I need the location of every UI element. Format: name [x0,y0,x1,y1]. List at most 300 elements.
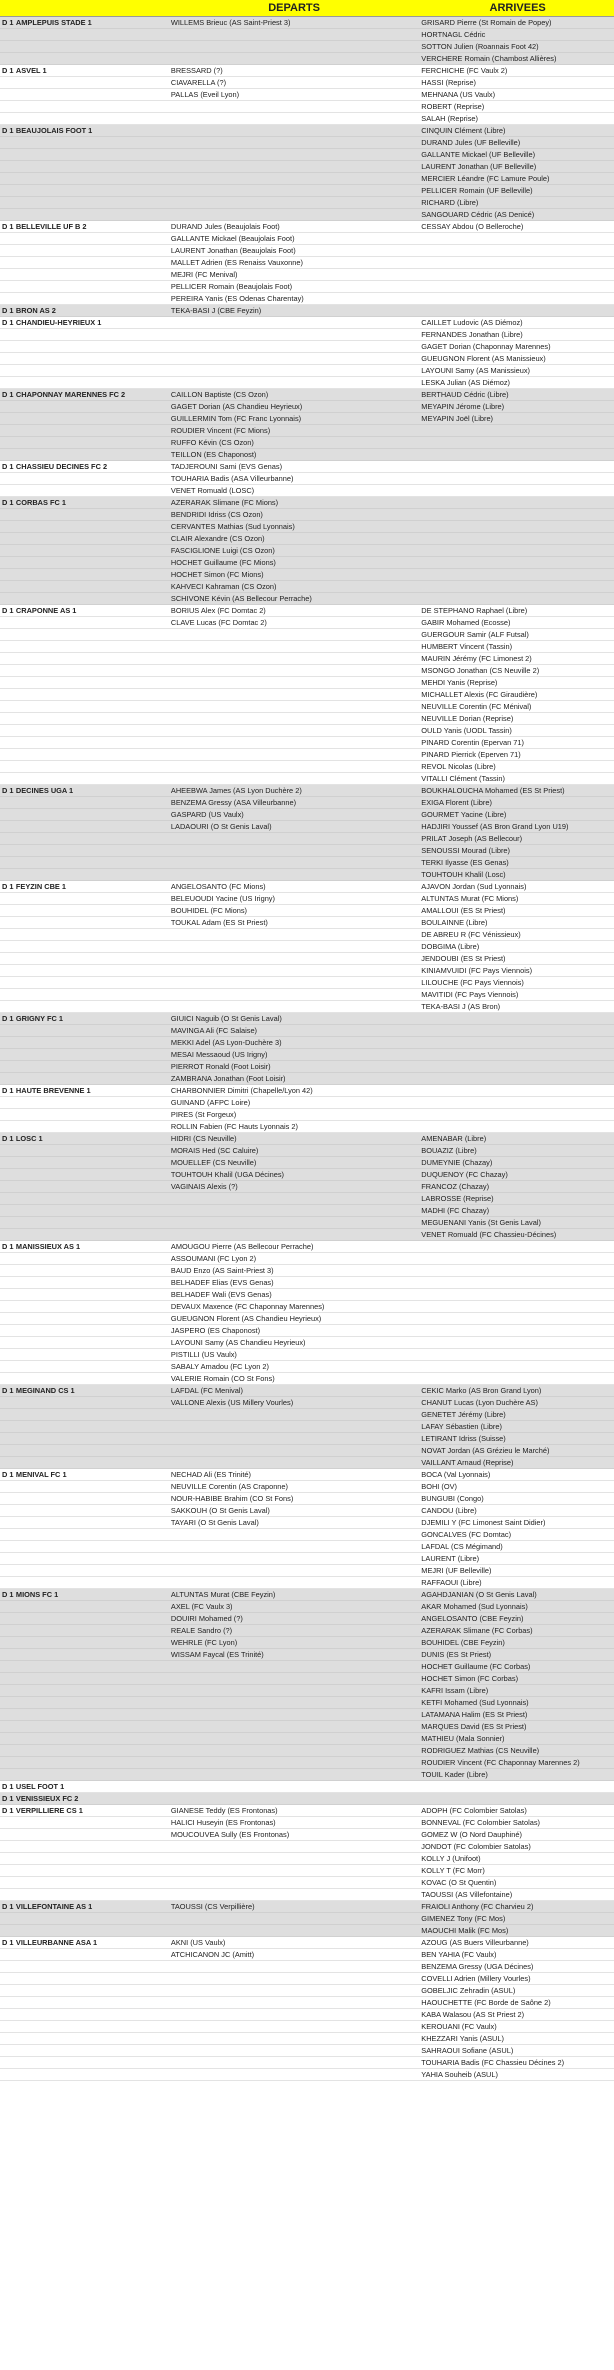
table-row [0,425,614,437]
header-level-cell [0,0,16,16]
table-row [0,281,614,293]
arrival-cell: FERCHICHE (FC Vaulx 2) [421,66,508,75]
division-cell [0,425,16,436]
arrival-cell: DUQUENOY (FC Chazay) [421,1170,508,1179]
table-row [0,941,614,953]
arrival-cell [417,1373,614,1384]
arrival-cell: GUEUGNON Florent (AS Manissieux) [421,354,546,363]
arrival-cell: DUMEYNIE (Chazay) [421,1158,493,1167]
table-row [0,1793,614,1805]
departure-cell: PIERROT Ronald (Foot Loisir) [170,1062,271,1071]
arrival-cell: NOVAT Jordan (AS Grézieu le Marché) [421,1446,550,1455]
arrival-cell: OULD Yanis (UODL Tassin) [421,726,512,735]
departure-cell [167,713,417,724]
table-row [0,1325,614,1337]
division-cell [0,905,16,916]
arrival-cell: LETIRANT Idriss (Suisse) [421,1434,506,1443]
division-cell [0,1493,16,1504]
table-row [0,137,614,149]
arrival-cell: GOURMET Yacine (Libre) [421,810,507,819]
division-cell [0,1193,16,1204]
arrival-cell: NEUVILLE Corentin (FC Ménival) [421,702,532,711]
club-name-cell [16,1745,167,1756]
arrival-cell [417,1325,614,1336]
club-block [0,461,614,497]
departure-cell: NEUVILLE Corentin (AS Craponne) [170,1482,288,1491]
table-row [0,1553,614,1565]
table-row [0,989,614,1001]
table-row [0,1073,614,1085]
division-cell [0,89,16,100]
departure-cell: CAILLON Baptiste (CS Ozon) [170,390,269,399]
club-block [0,1589,614,1781]
table-row [0,689,614,701]
table-row [0,1145,614,1157]
arrival-cell: LILOUCHE (FC Pays Viennois) [421,978,524,987]
division-cell: D 1 [2,498,14,507]
division-cell [0,713,16,724]
arrival-cell: CHANUT Lucas (Lyon Duchère AS) [421,1398,538,1407]
arrival-cell: DURAND Jules (UF Belleville) [421,138,521,147]
club-name-cell [16,1289,167,1300]
club-name-cell [16,1625,167,1636]
arrival-cell: HUMBERT Vincent (Tassin) [421,642,513,651]
arrival-cell: PINARD Pierrick (Eperven 71) [421,750,521,759]
division-cell [0,1829,16,1840]
departure-cell: GUILLERMIN Tom (FC Franc Lyonnais) [170,414,302,423]
table-row [0,653,614,665]
arrival-cell [417,1097,614,1108]
division-cell [0,257,16,268]
departure-cell: GASPARD (US Vaulx) [170,810,244,819]
club-name-cell [16,1037,167,1048]
arrival-cell: LAURENT (Libre) [421,1554,480,1563]
arrival-cell: HOCHET Simon (FC Corbas) [421,1674,519,1683]
table-row [0,65,614,77]
departure-cell [167,1745,417,1756]
arrival-cell: TEKA-BASI J (AS Bron) [421,1002,501,1011]
arrival-cell: MERCIER Léandre (FC Lamure Poule) [421,174,550,183]
departure-cell: AMOUGOU Pierre (AS Bellecour Perrache) [170,1242,314,1251]
club-name-cell [16,701,167,712]
club-name-cell [16,425,167,436]
table-row [0,233,614,245]
club-name-cell [16,1685,167,1696]
division-cell [0,1049,16,1060]
club-name-cell [16,293,167,304]
arrival-cell: DUNIS (ES St Priest) [421,1650,492,1659]
division-cell [0,1625,16,1636]
departure-cell: AXEL (FC Vaulx 3) [170,1602,233,1611]
division-cell [0,1889,16,1900]
table-row [0,485,614,497]
table-row [0,701,614,713]
table-row [0,1289,614,1301]
arrival-cell: BENZEMA Gressy (UGA Décines) [421,1962,534,1971]
division-cell [0,1157,16,1168]
arrival-cell: FERNANDES Jonathan (Libre) [421,330,523,339]
division-cell [0,1301,16,1312]
arrival-cell [417,305,614,316]
club-name-cell [16,977,167,988]
arrival-cell: ROBERT (Reprise) [421,102,485,111]
division-cell: D 1 [2,222,14,231]
arrival-cell: MSONGO Jonathan (CS Neuville 2) [421,666,540,675]
departure-cell [167,185,417,196]
table-row [0,1541,614,1553]
club-block [0,881,614,1013]
club-name-cell [16,893,167,904]
club-name-cell [16,941,167,952]
arrival-cell: TOUHTOUH Khalil (Losc) [421,870,506,879]
arrival-cell: AKAR Mohamed (Sud Lyonnais) [421,1602,528,1611]
arrival-cell: FRANCOZ (Chazay) [421,1182,490,1191]
division-cell [0,773,16,784]
table-row [0,1121,614,1133]
departure-cell: WEHRLE (FC Lyon) [170,1638,238,1647]
club-name-cell [16,29,167,40]
arrival-cell: KABA Walasou (AS St Priest 2) [421,2010,525,2019]
departure-cell: MEJRI (FC Menival) [170,270,238,279]
club-name-cell [16,653,167,664]
departure-cell: PEREIRA Yanis (ES Odenas Charentay) [170,294,304,303]
departure-cell [167,137,417,148]
departure-cell [167,329,417,340]
table-row [0,1913,614,1925]
division-cell [0,1229,16,1240]
arrival-cell [417,1241,614,1252]
departure-cell [167,1721,417,1732]
table-row [0,17,614,29]
division-cell [0,737,16,748]
departure-cell [167,989,417,1000]
division-cell [0,269,16,280]
division-cell [0,1985,16,1996]
arrival-cell: AZERARAK Slimane (FC Corbas) [421,1626,533,1635]
club-name-cell [16,569,167,580]
arrival-cell [417,1049,614,1060]
departure-cell [167,725,417,736]
departure-cell [167,1673,417,1684]
table-row [0,569,614,581]
division-cell [0,1613,16,1624]
table-row [0,1937,614,1949]
departure-cell [167,1205,417,1216]
arrival-cell [417,1361,614,1372]
division-cell [0,917,16,928]
division-cell [0,1325,16,1336]
departure-cell: RUFFO Kévin (CS Ozon) [170,438,254,447]
club-block [0,17,614,65]
club-name-cell [16,1913,167,1924]
departure-cell: PIRES (St Forgeux) [170,1110,237,1119]
departure-cell: LAYOUNI Samy (AS Chandieu Heyrieux) [170,1338,306,1347]
division-cell [0,1349,16,1360]
arrival-cell: LATAMANA Halim (ES St Priest) [421,1710,528,1719]
departure-cell [167,1001,417,1012]
arrival-cell: TAOUSSI (AS Villefontaine) [421,1890,513,1899]
arrival-cell [417,461,614,472]
table-row [0,341,614,353]
table-row [0,1025,614,1037]
table-row [0,593,614,605]
division-cell [0,1265,16,1276]
departure-cell: LADAOURI (O St Genis Laval) [170,822,272,831]
departure-cell [167,2057,417,2068]
table-row [0,1493,614,1505]
division-cell [0,1565,16,1576]
departure-cell [167,197,417,208]
table-row [0,1265,614,1277]
table-row [0,89,614,101]
club-block [0,389,614,461]
departure-cell [167,1997,417,2008]
club-name-cell [16,689,167,700]
division-cell [0,557,16,568]
club-name-cell [16,1925,167,1936]
division-cell [0,1097,16,1108]
arrival-cell: GOMEZ W (O Nord Dauphiné) [421,1830,522,1839]
arrival-cell: KEROUANI (FC Vaulx) [421,2022,497,2031]
arrival-cell: GABIR Mohamed (Ecosse) [421,618,511,627]
departure-cell: REALE Sandro (?) [170,1626,233,1635]
club-name-cell [16,209,167,220]
table-row [0,2057,614,2069]
division-cell [0,1769,16,1780]
arrival-cell: BOCA (Val Lyonnais) [421,1470,491,1479]
division-cell [0,353,16,364]
departure-cell [167,1445,417,1456]
departure-cell: VENET Romuald (LOSC) [170,486,255,495]
arrival-cell: VENET Romuald (FC Chassieu-Décines) [421,1230,557,1239]
club-name-cell [16,2021,167,2032]
table-row [0,1781,614,1793]
table-row [0,965,614,977]
table-row [0,1949,614,1961]
division-cell: D 1 [2,306,14,315]
division-cell [0,545,16,556]
departure-cell: GAGET Dorian (AS Chandieu Heyrieux) [170,402,303,411]
table-row [0,821,614,833]
club-name-cell: VERPILLIERE CS 1 [15,1806,83,1815]
table-row [0,377,614,389]
division-cell [0,953,16,964]
division-cell [0,2009,16,2020]
departure-cell [167,1433,417,1444]
club-name-cell [16,1865,167,1876]
club-name-cell [16,677,167,688]
club-name-cell [16,413,167,424]
table-row [0,149,614,161]
departure-cell: ROUDIER Vincent (FC Mions) [170,426,271,435]
table-row [0,1013,614,1025]
table-row [0,1373,614,1385]
departure-cell: VAGINAIS Alexis (?) [170,1182,238,1191]
arrival-cell: HADJIRI Youssef (AS Bron Grand Lyon U19) [421,822,569,831]
table-row [0,797,614,809]
club-name-cell: MIONS FC 1 [15,1590,59,1599]
club-block [0,1781,614,1793]
arrival-cell: CANDOU (Libre) [421,1506,477,1515]
table-row [0,1337,614,1349]
club-name-cell [16,53,167,64]
club-name-cell [16,1613,167,1624]
departure-cell: MEKKI Adel (AS Lyon-Duchère 3) [170,1038,282,1047]
departure-cell: NOUR-HABIBE Brahim (CO St Fons) [170,1494,294,1503]
club-name-cell [16,1541,167,1552]
division-cell: D 1 [2,1938,14,1947]
table-row [0,461,614,473]
departure-cell: GALLANTE Mickael (Beaujolais Foot) [170,234,295,243]
arrival-cell: AJAVON Jordan (Sud Lyonnais) [421,882,527,891]
departure-cell [167,2033,417,2044]
arrival-cell: VITALLI Clément (Tassin) [421,774,505,783]
table-row [0,1529,614,1541]
departure-cell: SCHIVONE Kévin (AS Bellecour Perrache) [170,594,312,603]
club-name-cell [16,833,167,844]
division-cell: D 1 [2,1590,14,1599]
table-row [0,1757,614,1769]
arrival-cell: YAHIA Souheib (ASUL) [421,2070,498,2079]
arrival-cell: LABROSSE (Reprise) [421,1194,494,1203]
table-row [0,1637,614,1649]
club-name-cell [16,1325,167,1336]
club-name-cell [16,713,167,724]
arrival-cell: JENDOUBI (ES St Priest) [421,954,506,963]
division-cell [0,53,16,64]
departure-cell: MOUCOUVEA Sully (ES Frontonas) [170,1830,290,1839]
club-name-cell [16,1493,167,1504]
club-name-cell [16,1025,167,1036]
table-row [0,2045,614,2057]
table-row [0,1589,614,1601]
arrival-cell: PINARD Corentin (Epervan 71) [421,738,524,747]
table-row [0,1277,614,1289]
division-cell [0,1541,16,1552]
table-row [0,125,614,137]
table-row [0,845,614,857]
departure-cell: CIAVARELLA (?) [170,78,227,87]
arrival-cell: TOUHARIA Badis (FC Chassieu Décines 2) [421,2058,565,2067]
arrival-cell [417,437,614,448]
club-name-cell [16,1061,167,1072]
division-cell [0,233,16,244]
division-cell [0,1337,16,1348]
arrival-cell: LAFAY Sébastien (Libre) [421,1422,502,1431]
division-cell [0,209,16,220]
departure-cell: CERVANTES Mathias (Sud Lyonnais) [170,522,295,531]
table-row [0,761,614,773]
departure-cell [167,149,417,160]
table-row [0,1037,614,1049]
table-row [0,1301,614,1313]
club-name-cell [16,1193,167,1204]
arrival-cell [417,293,614,304]
table-row [0,245,614,257]
club-name-cell [16,593,167,604]
arrival-cell: ANGELOSANTO (CBE Feyzin) [421,1614,524,1623]
header-arrivees: ARRIVEES [489,2,546,14]
departure-cell: PALLAS (Eveil Lyon) [170,90,240,99]
club-name-cell [16,1709,167,1720]
arrival-cell: MICHALLET Alexis (FC Giraudière) [421,690,538,699]
departure-cell: BENZEMA Gressy (ASA Villeurbanne) [170,798,297,807]
table-row [0,809,614,821]
division-cell [0,1517,16,1528]
table-row [0,677,614,689]
arrival-cell: SOTTON Julien (Roannais Foot 42) [421,42,539,51]
departure-cell [167,1769,417,1780]
club-name-cell [16,1049,167,1060]
arrival-cell [417,1013,614,1024]
club-name-cell [16,2057,167,2068]
club-name-cell [16,1565,167,1576]
division-cell: D 1 [2,1902,14,1911]
club-name-cell [16,1577,167,1588]
club-name-cell [16,1409,167,1420]
departure-cell: GIANESE Teddy (ES Frontonas) [170,1806,278,1815]
arrival-cell: CINQUIN Clément (Libre) [421,126,506,135]
departure-cell: PISTILLI (US Vaulx) [170,1350,237,1359]
table-row [0,521,614,533]
club-name-cell: HAUTE BREVENNE 1 [15,1086,91,1095]
header-departs: DEPARTS [268,2,320,14]
club-name-cell [16,41,167,52]
division-cell [0,1433,16,1444]
departure-cell: TEKA-BASI J (CBE Feyzin) [170,306,262,315]
departure-cell [167,2021,417,2032]
departure-cell: TOUHTOUH Khalil (UGA Décines) [170,1170,284,1179]
club-name-cell [16,245,167,256]
table-row [0,1973,614,1985]
division-cell [0,809,16,820]
table-row [0,1865,614,1877]
club-name-cell [16,965,167,976]
departure-cell [167,1973,417,1984]
club-name-cell [16,821,167,832]
table-row [0,905,614,917]
departure-cell: TEILLON (ES Chaponost) [170,450,257,459]
departure-cell: HOCHET Simon (FC Mions) [170,570,264,579]
table-row [0,1205,614,1217]
division-cell [0,989,16,1000]
club-name-cell [16,1457,167,1468]
division-cell [0,1817,16,1828]
arrival-cell [417,1085,614,1096]
club-name-cell [16,1997,167,2008]
departure-cell [167,173,417,184]
division-cell [0,725,16,736]
departure-cell: AHEEBWA James (AS Lyon Duchère 2) [170,786,302,795]
departure-cell: AZERARAK Slimane (FC Mions) [170,498,279,507]
division-cell [0,845,16,856]
table-row [0,449,614,461]
table-row [0,1577,614,1589]
departure-cell: DOUIRI Mohamed (?) [170,1614,243,1623]
table-row [0,1313,614,1325]
table-row [0,629,614,641]
departure-cell [167,1697,417,1708]
division-cell [0,749,16,760]
departure-cell [167,845,417,856]
arrival-cell: FRAIOLI Anthony (FC Charvieu 2) [421,1902,534,1911]
club-name-cell [16,1949,167,1960]
arrival-cell: VERCHERE Romain (Chambost Allières) [421,54,557,63]
division-cell [0,821,16,832]
club-block [0,605,614,785]
arrival-cell: NEUVILLE Dorian (Reprise) [421,714,514,723]
club-name-cell [16,929,167,940]
